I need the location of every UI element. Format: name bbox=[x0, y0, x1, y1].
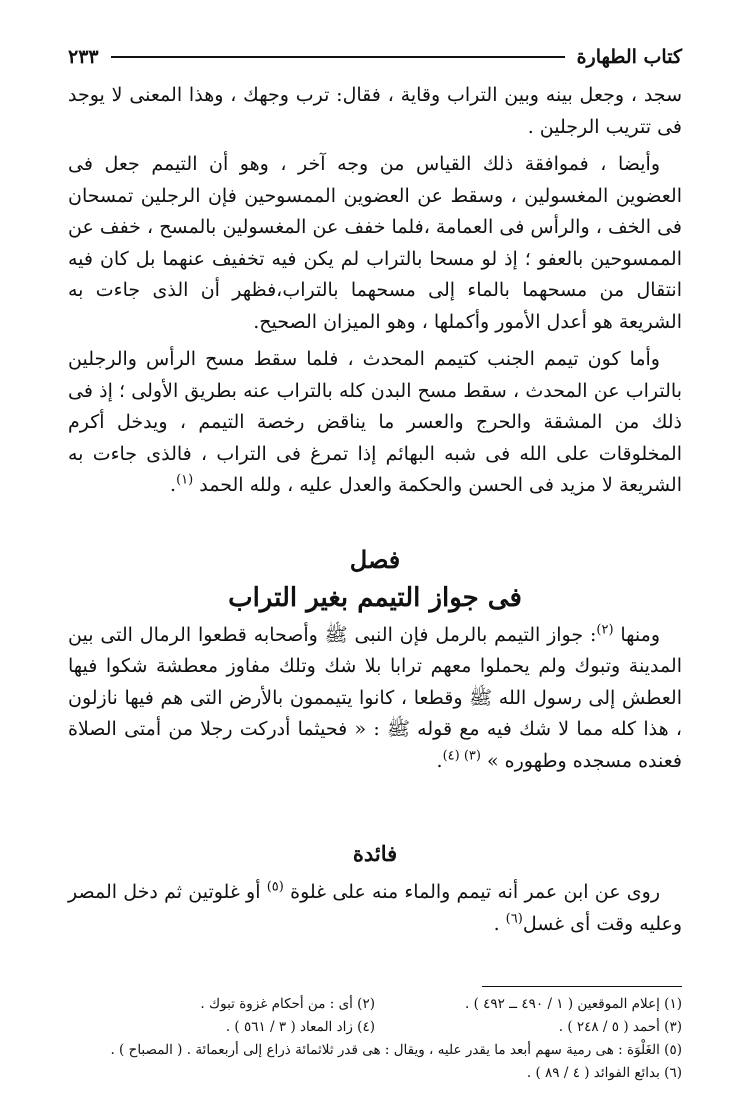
header-rule bbox=[111, 56, 565, 58]
section-label-fasl: فصل bbox=[349, 544, 401, 574]
footnotes bbox=[68, 993, 682, 1085]
section-title-fasl: فى جواز التيمم بغير التراب bbox=[228, 582, 522, 613]
paragraph-4 bbox=[68, 620, 682, 778]
footnote-ref-5[interactable]: (٥) bbox=[266, 879, 284, 895]
chapter-title: كتاب الطهارة bbox=[576, 46, 682, 68]
running-header bbox=[68, 40, 682, 74]
section-label-faida: فائدة bbox=[352, 841, 398, 866]
paragraph-1: سجد ، وجعل بينه وبين التراب وقاية ، فقال: ترب وجهك ، وهذا المعنى لا يوجد فى تتريب الرجلين . bbox=[68, 84, 682, 138]
paragraph-5-end: . bbox=[493, 912, 500, 935]
paragraph-4-start: ومنها bbox=[620, 623, 660, 646]
footnote-ref-1[interactable]: (١) bbox=[176, 472, 194, 488]
paragraph-4-text: : جواز التيمم بالرمل فإن النبى ﷺ وأصحابه قطعوا الرمال التى بين المدينة وتبوك ولم يحملوا معهم ترابا بلا شك وتلك مفاوز معطشة شكوا فيها العطش إلى رسول الله ﷺ وقطعا ، كانوا يتيممون بالأرض التى هم فيها نازلون ، هذا كله مما لا شك فيه مع قوله ﷺ : « فحيثما أدركت رجلا من أمتى الصلاة فعنده مسجده وطهوره » bbox=[68, 623, 682, 772]
footnote-ref-3-4[interactable]: (٣) (٤) bbox=[442, 748, 481, 764]
footnote-2: (٢) أى : من أحكام غزوة تبوك . bbox=[200, 996, 375, 1012]
footnote-1: (١) إعلام الموقعين ( ١ / ٤٩٠ ــ ٤٩٢ ) . bbox=[464, 996, 682, 1012]
footnote-rule bbox=[482, 986, 682, 987]
footnote-ref-2[interactable]: (٢) bbox=[596, 622, 614, 638]
paragraph-4-end: . bbox=[436, 749, 443, 772]
paragraph-3 bbox=[68, 344, 682, 502]
paragraph-2: وأيضا ، فموافقة ذلك القياس من وجه آخر ، وهو أن التيمم جعل فى العضوين المغسولين ، وسقط عن العضوين الممسوحين فإن الرجلين تمسحان فى الخف ، والرأس فى العمامة ،فلما خفف عن المغسولين بالمسح ، خفف عن الممسوحين بالعفو ؛ إذ لو مسحا بالتراب لم يكن فيه تخفيف عنهما بل كان فيه انتقال من مسحهما بالماء إلى مسحهما بالتراب،فظهر أن الذى جاءت به الشريعة هو أعدل الأمور وأكملها ، وهو الميزان الصحيح. bbox=[68, 153, 682, 333]
footnote-ref-6[interactable]: (٦) bbox=[505, 911, 523, 927]
footnote-4: (٤) زاد المعاد ( ٣ / ٥٦١ ) . bbox=[225, 1019, 375, 1035]
paragraph-3-text: وأما كون تيمم الجنب كتيمم المحدث ، فلما سقط مسح الرأس والرجلين بالتراب عن المحدث ، سقط مسح البدن كله بالتراب عنه بطريق الأولى ؛ إذ فى ذلك من المشقة والحرج والعسر ما يناقض رخصة التيمم ، ويدخل أكرم المخلوقات على الله فى شبه البهائم إذا تمرغ فى التراب ، فالذى جاءت به الشريعة لا مزيد فى الحسن والحكمة والعدل عليه ، ولله الحمد bbox=[68, 348, 682, 496]
paragraph-3-end: . bbox=[170, 474, 177, 496]
paragraph-5-text: أو غلوتين ثم دخل المصر وعليه وقت أى غسل bbox=[68, 881, 682, 935]
page-number: ٢٣٣ bbox=[68, 46, 99, 68]
footnote-3: (٣) أحمد ( ٥ / ٢٤٨ ) . bbox=[558, 1019, 682, 1035]
footnote-row-2 bbox=[68, 1016, 682, 1039]
book-page bbox=[68, 40, 682, 1081]
paragraph-5 bbox=[68, 877, 682, 940]
footnote-6: (٦) بدائع الفوائد ( ٤ / ٨٩ ) . bbox=[526, 1065, 682, 1081]
footnote-5: (٥) الغَلْوَة : هى رمية سهم أبعد ما يقدر عليه ، ويقال : هى قدر ثلاثمائة ذراع إلى أربعمائة . ( المصباح ) . bbox=[110, 1042, 682, 1058]
footnote-row-1 bbox=[68, 993, 682, 1016]
paragraph-5-start: روى عن ابن عمر أنه تيمم والماء منه على غلوة bbox=[290, 881, 661, 903]
